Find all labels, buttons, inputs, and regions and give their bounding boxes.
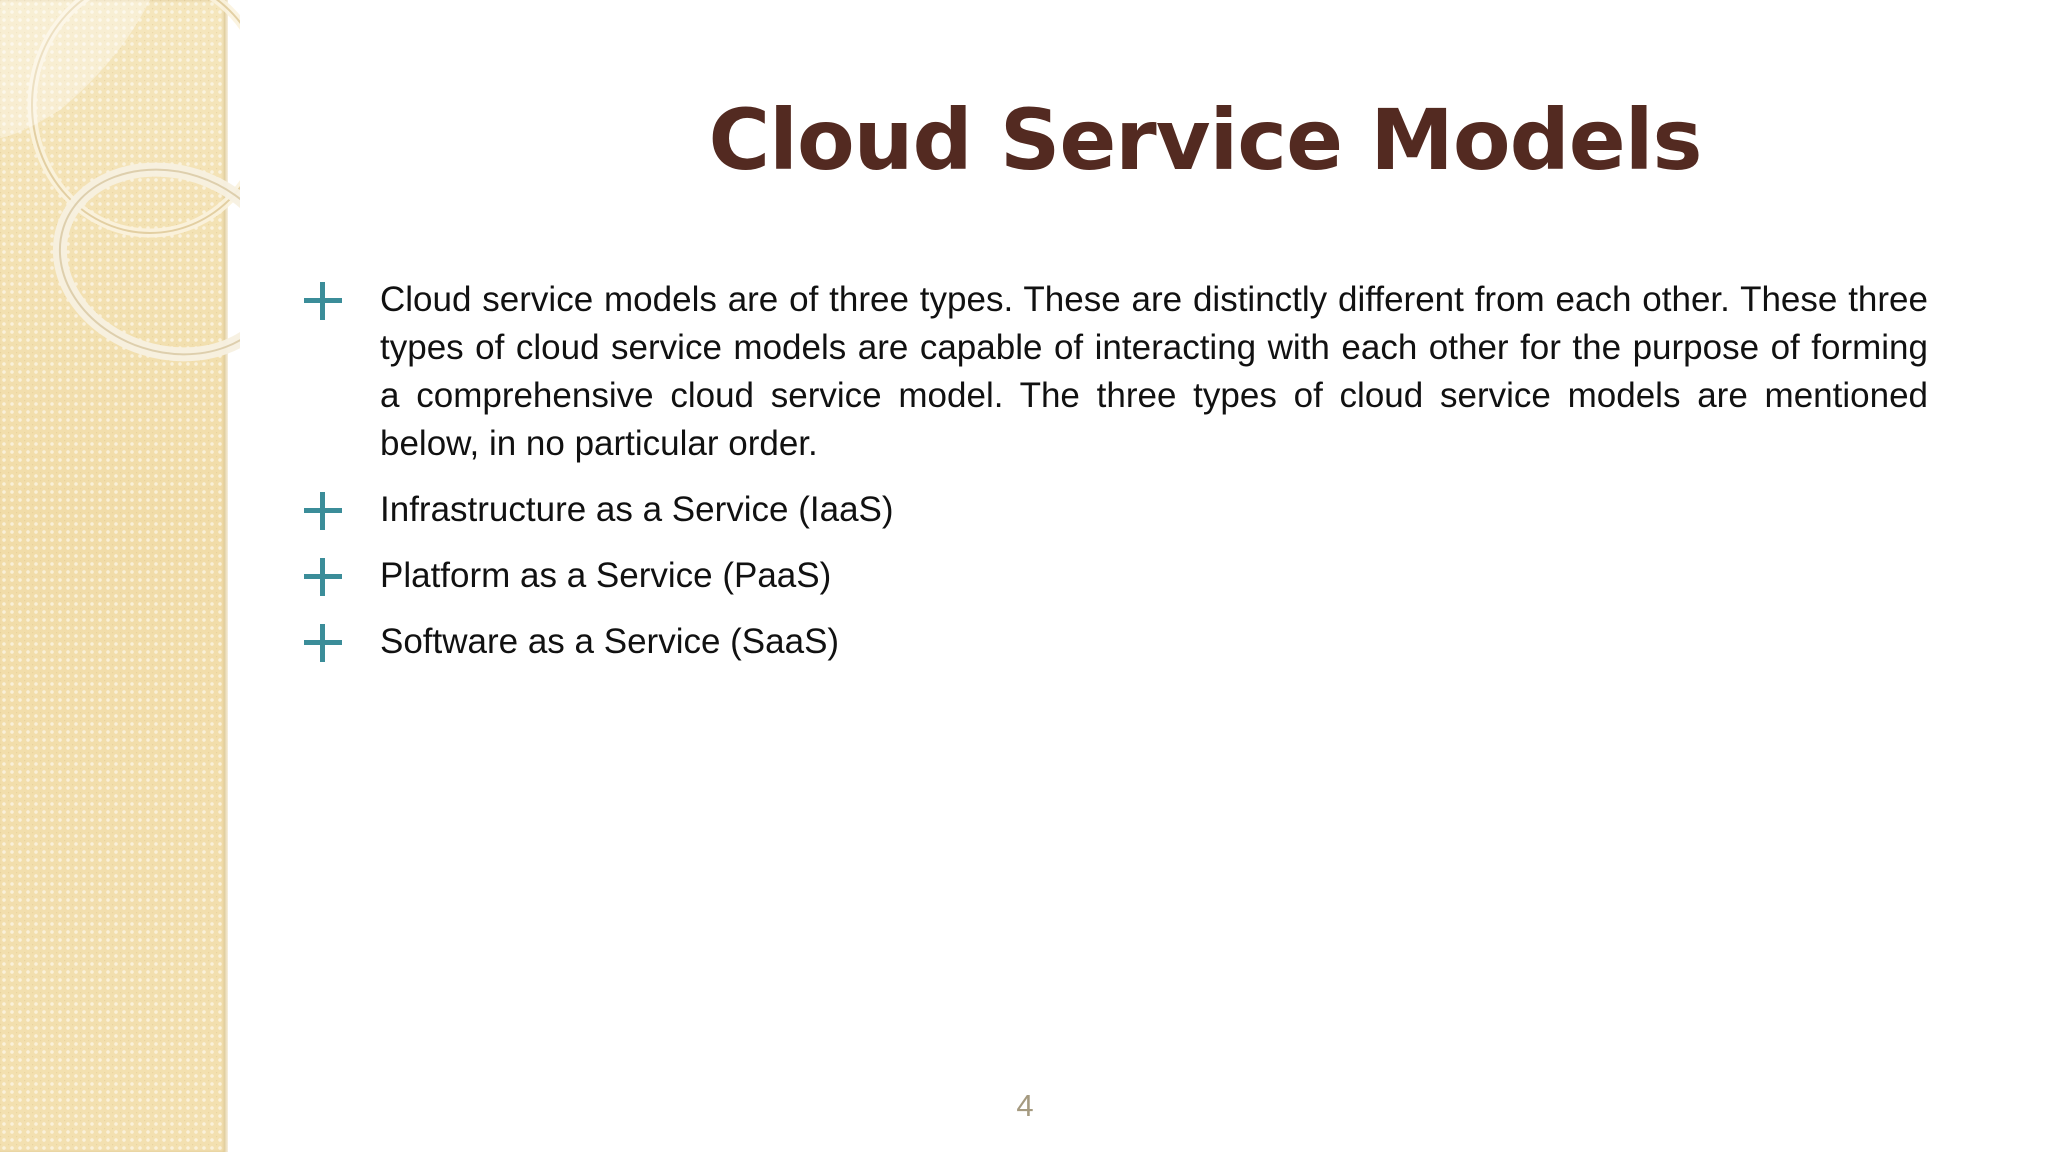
bullet-list xyxy=(300,276,1928,684)
plus-icon xyxy=(304,558,342,596)
decorative-rings-ornament xyxy=(0,0,240,400)
bullet-item xyxy=(300,618,1928,666)
bullet-item xyxy=(300,486,1928,534)
page-number: 4 xyxy=(1016,1088,1034,1123)
bullet-item xyxy=(300,276,1928,468)
bullet-text: Cloud service models are of three types. These are distinctly different from each other. These three types of cloud service models are capable of interacting with each other for the purpose of forming a comprehensive cloud service model. The three types of cloud service models are mentioned below, in no particular order. xyxy=(380,280,1928,463)
plus-icon xyxy=(304,624,342,662)
bullet-text: Platform as a Service (PaaS) xyxy=(380,556,832,595)
plus-icon xyxy=(304,492,342,530)
plus-icon xyxy=(304,282,342,320)
bullet-text: Infrastructure as a Service (IaaS) xyxy=(380,490,894,529)
bullet-text: Software as a Service (SaaS) xyxy=(380,622,840,661)
bullet-item xyxy=(300,552,1928,600)
slide-title: Cloud Service Models xyxy=(708,91,1702,189)
